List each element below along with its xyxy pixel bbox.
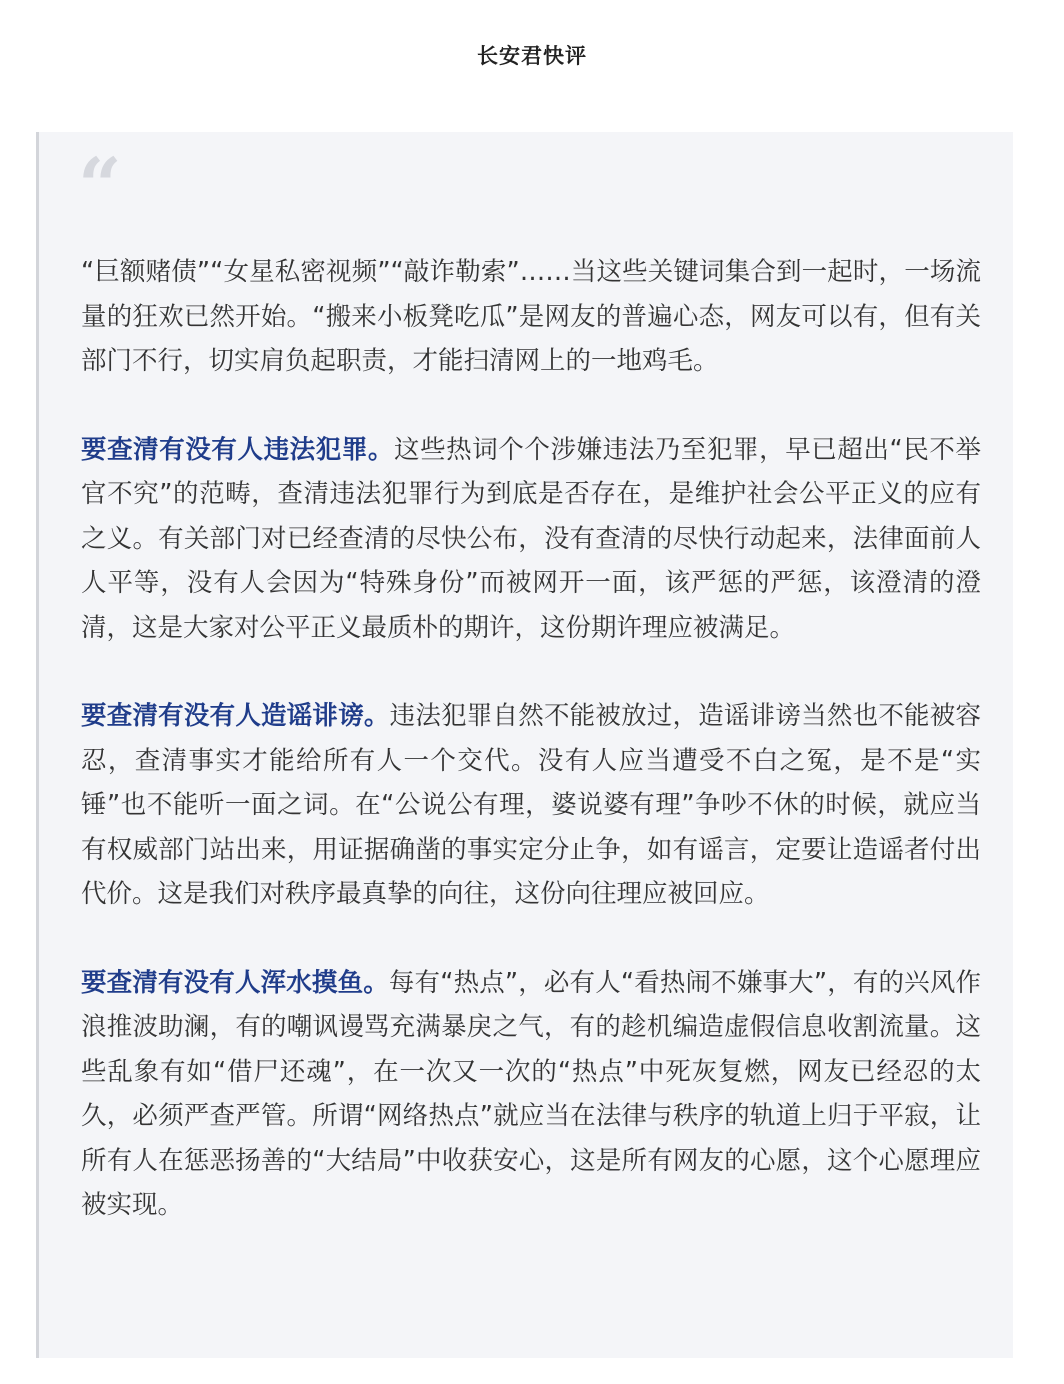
paragraph-intro-text: “巨额赌债”“女星私密视频”“敲诈勒索”……当这些关键词集合到一起时，一场流量的狂欢已然开始。“搬来小板凳吃瓜”是网友的普遍心态，网友可以有，但有关部门不行，切实肩负起职责，才能扫清网上的一地鸡毛。 <box>81 257 981 376</box>
article-body <box>81 250 981 1272</box>
paragraph-opportunist <box>81 961 981 1228</box>
paragraph-opportunist-lead: 要查清有没有人浑水摸鱼。 <box>81 967 389 998</box>
page-title: 长安君快评 <box>477 44 587 68</box>
paragraph-crime <box>81 428 981 651</box>
paragraph-rumor-lead: 要查清有没有人造谣诽谤。 <box>81 701 390 731</box>
quote-mark-icon: “ <box>78 141 122 230</box>
paragraph-crime-text: 这些热词个个涉嫌违法乃至犯罪，早已超出“民不举官不究”的范畴，查清违法犯罪行为到底是否存在，是维护社会公平正义的应有之义。有关部门对已经查清的尽快公布，没有查清的尽快行动起来，法律面前人人平等，没有人会因为“特殊身份”而被网开一面，该严惩的严惩，该澄清的澄清，这是大家对公平正义最质朴的期许，这份期许理应被满足。 <box>81 434 981 643</box>
paragraph-rumor <box>81 694 981 917</box>
paragraph-intro <box>81 250 981 384</box>
paragraph-crime-lead: 要查清有没有人违法犯罪。 <box>81 434 394 465</box>
paragraph-opportunist-text: 每有“热点”，必有人“看热闹不嫌事大”，有的兴风作浪推波助澜，有的嘲讽谩骂充满暴戾之气，有的趁机编造虚假信息收割流量。这些乱象有如“借尸还魂”，在一次又一次的“热点”中死灰复燃，网友已经忍的太久，必须严查严管。所谓“网络热点”就应当在法律与秩序的轨道上归于平寂，让所有人在惩恶扬善的“大结局”中收获安心，这是所有网友的心愿，这个心愿理应被实现。 <box>81 967 981 1220</box>
paragraph-rumor-text: 违法犯罪自然不能被放过，造谣诽谤当然也不能被容忍，查清事实才能给所有人一个交代。没有人应当遭受不白之冤，是不是“实锤”也不能听一面之词。在“公说公有理，婆说婆有理”争吵不休的时候，就应当有权威部门站出来，用证据确凿的事实定分止争，如有谣言，定要让造谣者付出代价。这是我们对秩序最真挚的向往，这份向往理应被回应。 <box>81 701 981 909</box>
